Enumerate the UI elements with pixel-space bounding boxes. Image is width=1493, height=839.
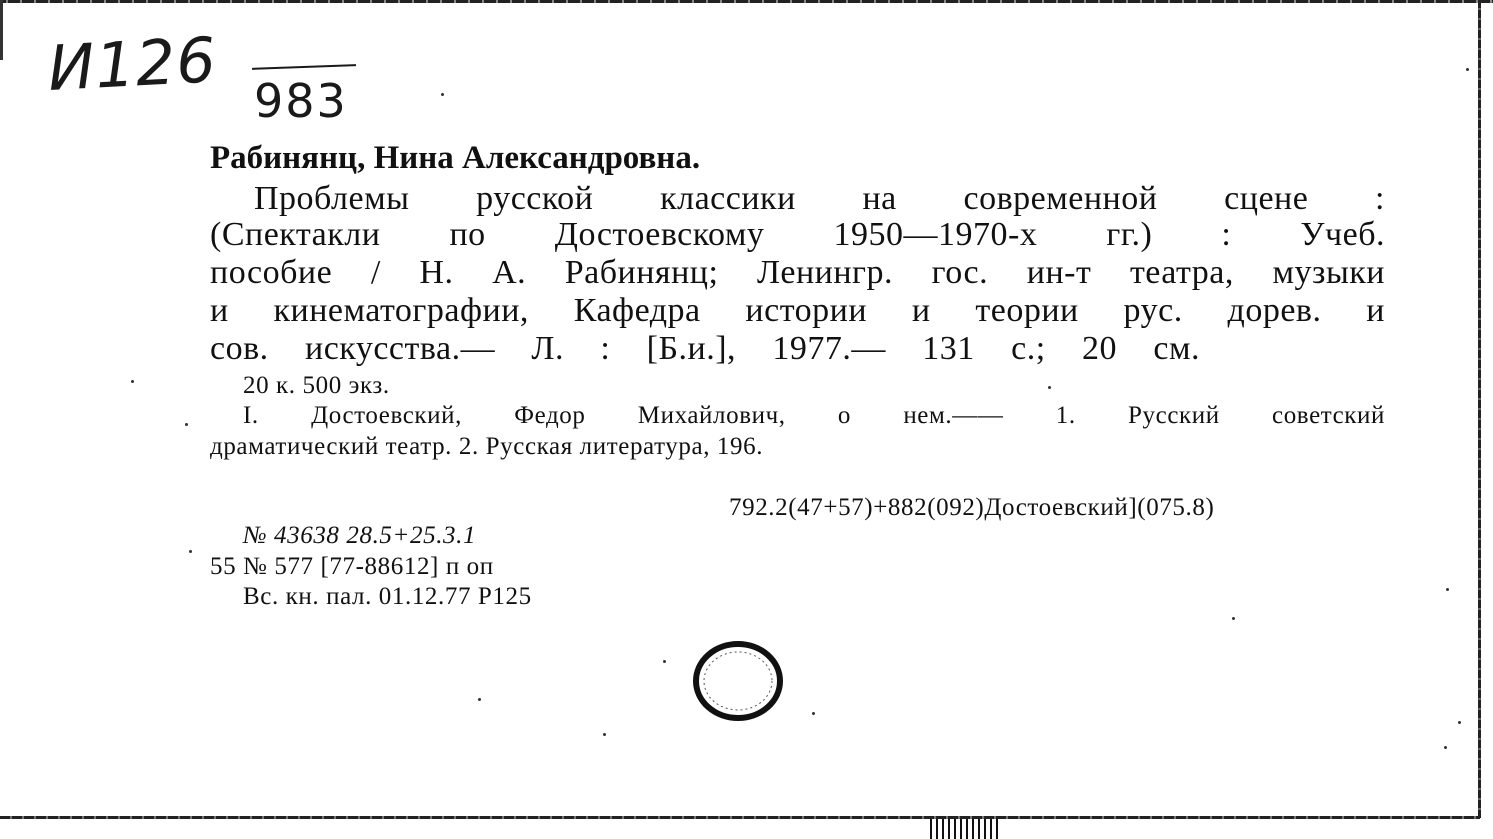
- scan-speck: [1466, 68, 1469, 71]
- scan-speck: [1232, 617, 1235, 620]
- title-line-2: (Спектакли по Достоевскому 1950—1970-х гг.) : Учеб.: [210, 216, 1385, 253]
- scan-speck: [441, 93, 444, 96]
- scan-speck: [1446, 588, 1449, 591]
- card-bottom-edge: [0, 816, 1480, 819]
- title-line-3: пособие / Н. А. Рабинянц; Ленингр. гос. ин-т театра, музыки: [210, 254, 1385, 291]
- shelfmark-sub: 983: [254, 74, 348, 128]
- card-left-edge: [0, 0, 3, 60]
- scan-speck: [1444, 746, 1447, 749]
- subjects-line-2: драматический театр. 2. Русская литература, 196.: [210, 433, 764, 460]
- scan-speck: [603, 733, 606, 736]
- scan-speck: [185, 423, 188, 426]
- order-line: 55 № 577 [77-88612] п оп: [210, 553, 494, 580]
- title-line-1: Проблемы русской классики на современной сцене :: [254, 180, 1385, 217]
- author-heading: Рабинянц, Нина Александровна.: [210, 140, 701, 176]
- scan-speck: [478, 698, 481, 701]
- card-hole-stamp: [692, 640, 784, 722]
- classification-index: 792.2(47+57)+882(092)Достоевский](075.8): [729, 494, 1215, 521]
- record-number: № 43638 28.5+25.3.1: [243, 522, 477, 549]
- card-right-edge: [1478, 0, 1481, 818]
- scan-speck: [663, 660, 666, 663]
- title-line-4: и кинематографии, Кафедра истории и теории рус. дорев. и: [210, 292, 1385, 329]
- scan-speck: [1048, 386, 1051, 389]
- scan-speck: [1458, 721, 1461, 724]
- price-run: 20 к. 500 экз.: [243, 372, 390, 399]
- scan-speck: [189, 550, 192, 553]
- subjects-line-1: I. Достоевский, Федор Михайлович, о нем.—— 1. Русский советский: [243, 402, 1385, 429]
- chamber-line: Вс. кн. пал. 01.12.77 Р125: [243, 583, 532, 610]
- shelfmark-divider: [252, 64, 356, 70]
- shelfmark-main: И126: [46, 23, 219, 105]
- scan-speck: [131, 380, 134, 383]
- card-bottom-tab: [930, 819, 1000, 839]
- title-line-5: сов. искусства.— Л. : [Б.и.], 1977.— 131 с.; 20 см.: [210, 330, 1200, 367]
- scan-speck: [812, 712, 815, 715]
- card-top-edge: [0, 0, 1493, 3]
